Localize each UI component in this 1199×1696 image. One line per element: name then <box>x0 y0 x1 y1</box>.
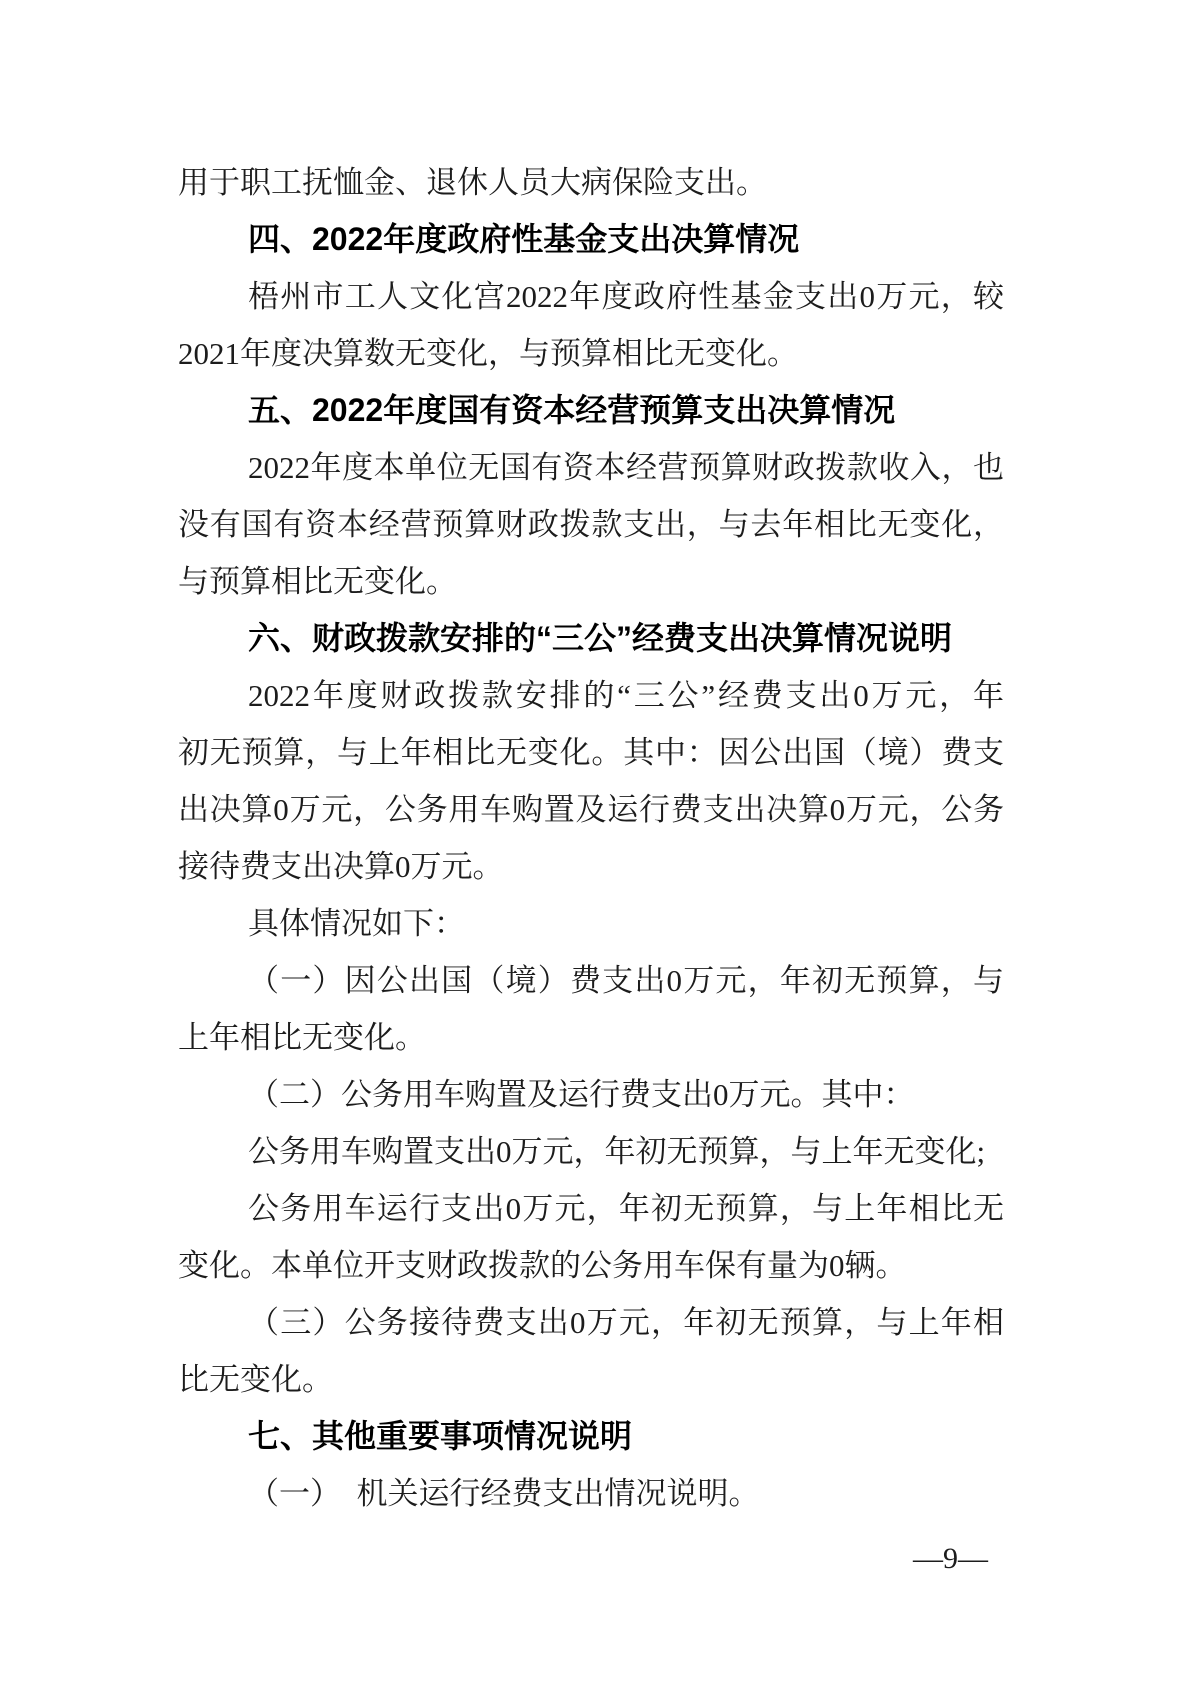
text-line: （三）公务接待费支出0万元，年初无预算，与上年相 <box>248 1305 1004 1340</box>
section-heading: 七、其他重要事项情况说明 <box>248 1418 633 1454</box>
text-line: 2022年度财政拨款安排的“三公”经费支出0万元，年 <box>248 678 1004 713</box>
document-body <box>178 154 1004 1522</box>
text-line: 没有国有资本经营预算财政拨款支出，与去年相比无变化， <box>178 507 1004 542</box>
text-line: （二）公务用车购置及运行费支出0万元。其中： <box>248 1077 915 1112</box>
text-line: 初无预算，与上年相比无变化。其中：因公出国（境）费支 <box>178 735 1004 770</box>
page-number: —9— <box>913 1542 988 1575</box>
text-line: 变化。本单位开支财政拨款的公务用车保有量为0辆。 <box>178 1248 907 1283</box>
section-heading: 五、2022年度国有资本经营预算支出决算情况 <box>248 392 896 428</box>
text-line: 出决算0万元，公务用车购置及运行费支出决算0万元，公务 <box>178 792 1004 827</box>
text-line: 公务用车购置支出0万元，年初无预算，与上年无变化; <box>248 1134 986 1169</box>
section-heading: 六、财政拨款安排的“三公”经费支出决算情况说明 <box>248 620 953 656</box>
text-line: （一）因公出国（境）费支出0万元，年初无预算，与 <box>248 963 1004 998</box>
text-line: 具体情况如下： <box>248 906 465 941</box>
text-line: （一） 机关运行经费支出情况说明。 <box>248 1476 760 1511</box>
text-line: 用于职工抚恤金、退休人员大病保险支出。 <box>178 165 767 200</box>
text-line: 公务用车运行支出0万元，年初无预算，与上年相比无 <box>248 1191 1004 1226</box>
text-line: 与预算相比无变化。 <box>178 564 457 599</box>
text-line: 2021年度决算数无变化，与预算相比无变化。 <box>178 336 798 371</box>
text-line: 比无变化。 <box>178 1362 333 1397</box>
text-line: 梧州市工人文化宫2022年度政府性基金支出0万元，较 <box>248 279 1004 314</box>
text-line: 2022年度本单位无国有资本经营预算财政拨款收入，也 <box>248 450 1004 485</box>
text-line: 接待费支出决算0万元。 <box>178 849 504 884</box>
section-heading: 四、2022年度政府性基金支出决算情况 <box>248 221 800 257</box>
text-line: 上年相比无变化。 <box>178 1020 426 1055</box>
